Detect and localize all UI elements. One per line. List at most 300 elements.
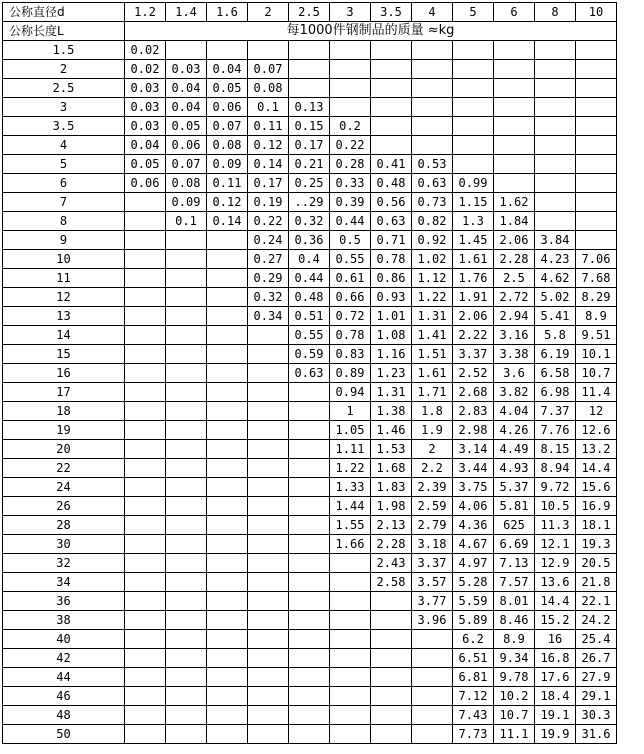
mass-cell: 5.8 — [535, 326, 576, 345]
mass-cell: 2.2 — [412, 459, 453, 478]
length-cell: 28 — [3, 516, 125, 535]
mass-cell: 1.8 — [412, 402, 453, 421]
table-row — [3, 535, 617, 554]
mass-cell — [207, 326, 248, 345]
mass-cell: 2.58 — [371, 573, 412, 592]
mass-cell — [289, 421, 330, 440]
mass-cell — [289, 668, 330, 687]
mass-cell — [248, 687, 289, 706]
mass-cell — [125, 649, 166, 668]
length-cell: 14 — [3, 326, 125, 345]
table-row — [3, 706, 617, 725]
mass-cell — [207, 383, 248, 402]
mass-cell: 11.1 — [494, 725, 535, 744]
mass-cell — [166, 364, 207, 383]
mass-cell: 0.55 — [289, 326, 330, 345]
mass-cell: 625 — [494, 516, 535, 535]
mass-cell: 1.9 — [412, 421, 453, 440]
mass-cell — [125, 345, 166, 364]
mass-cell: 6.81 — [453, 668, 494, 687]
table-row — [3, 440, 617, 459]
mass-cell: 0.48 — [289, 288, 330, 307]
mass-cell: 5.41 — [535, 307, 576, 326]
mass-cell — [289, 440, 330, 459]
mass-cell — [207, 307, 248, 326]
mass-cell: 5.28 — [453, 573, 494, 592]
mass-cell: 4.26 — [494, 421, 535, 440]
mass-cell — [330, 649, 371, 668]
mass-cell — [248, 402, 289, 421]
mass-cell: 21.8 — [576, 573, 617, 592]
table-row — [3, 459, 617, 478]
table-row — [3, 326, 617, 345]
mass-cell — [535, 60, 576, 79]
length-cell: 13 — [3, 307, 125, 326]
mass-cell: 2.06 — [453, 307, 494, 326]
mass-cell — [494, 136, 535, 155]
mass-cell — [576, 136, 617, 155]
mass-cell: 14.4 — [535, 592, 576, 611]
mass-cell: 0.03 — [166, 60, 207, 79]
mass-cell: 0.4 — [289, 250, 330, 269]
mass-cell: 3.44 — [453, 459, 494, 478]
mass-cell — [494, 79, 535, 98]
mass-cell: 3.37 — [412, 554, 453, 573]
length-cell: 18 — [3, 402, 125, 421]
table-row — [3, 364, 617, 383]
mass-cell: 7.73 — [453, 725, 494, 744]
mass-cell: 2.98 — [453, 421, 494, 440]
mass-cell: 14.4 — [576, 459, 617, 478]
mass-cell — [125, 668, 166, 687]
table-row — [3, 60, 617, 79]
mass-cell — [535, 98, 576, 117]
diameter-header-cell: 5 — [453, 3, 494, 22]
mass-cell: 0.02 — [125, 60, 166, 79]
mass-cell: 1.44 — [330, 497, 371, 516]
mass-cell — [330, 79, 371, 98]
mass-cell — [166, 421, 207, 440]
mass-cell: 1.71 — [412, 383, 453, 402]
diameter-header-cell: 4 — [412, 3, 453, 22]
mass-cell: 5.59 — [453, 592, 494, 611]
mass-cell: 7.57 — [494, 573, 535, 592]
mass-cell: 26.7 — [576, 649, 617, 668]
mass-cell: 0.55 — [330, 250, 371, 269]
mass-cell: 2.13 — [371, 516, 412, 535]
table-row — [3, 421, 617, 440]
mass-cell: 3.75 — [453, 478, 494, 497]
mass-cell: 1.53 — [371, 440, 412, 459]
diameter-header-cell: 3.5 — [371, 3, 412, 22]
mass-cell: 0.07 — [166, 155, 207, 174]
mass-cell: 0.04 — [166, 98, 207, 117]
table-row — [3, 250, 617, 269]
mass-cell — [371, 725, 412, 744]
mass-cell — [125, 269, 166, 288]
length-cell: 3 — [3, 98, 125, 117]
mass-cell — [125, 212, 166, 231]
length-cell: 10 — [3, 250, 125, 269]
mass-cell — [412, 725, 453, 744]
mass-cell: 19.3 — [576, 535, 617, 554]
mass-cell — [166, 326, 207, 345]
mass-cell — [166, 383, 207, 402]
mass-cell — [248, 630, 289, 649]
mass-cell — [207, 649, 248, 668]
mass-cell — [535, 136, 576, 155]
mass-cell: 6.51 — [453, 649, 494, 668]
mass-cell — [207, 250, 248, 269]
mass-cell — [576, 117, 617, 136]
mass-cell — [125, 573, 166, 592]
length-cell: 46 — [3, 687, 125, 706]
mass-cell: 0.89 — [330, 364, 371, 383]
mass-cell: 24.2 — [576, 611, 617, 630]
diameter-header-cell: 1.2 — [125, 3, 166, 22]
length-cell: 4 — [3, 136, 125, 155]
mass-cell: 20.5 — [576, 554, 617, 573]
mass-cell — [494, 41, 535, 60]
mass-cell: 0.83 — [330, 345, 371, 364]
length-label: 公称长度L — [3, 22, 125, 41]
mass-cell — [412, 668, 453, 687]
table-body — [3, 41, 617, 744]
mass-cell: 0.17 — [289, 136, 330, 155]
mass-cell: 0.66 — [330, 288, 371, 307]
mass-cell: 7.37 — [535, 402, 576, 421]
mass-cell: 0.07 — [207, 117, 248, 136]
mass-cell: 0.78 — [330, 326, 371, 345]
mass-cell: 0.63 — [412, 174, 453, 193]
mass-cell — [207, 364, 248, 383]
mass-cell — [166, 611, 207, 630]
mass-cell: 0.32 — [289, 212, 330, 231]
mass-cell — [166, 478, 207, 497]
mass-cell: 1.41 — [412, 326, 453, 345]
length-cell: 24 — [3, 478, 125, 497]
mass-cell: 1.84 — [494, 212, 535, 231]
mass-cell: 9.72 — [535, 478, 576, 497]
mass-cell: 8.01 — [494, 592, 535, 611]
mass-cell: 0.07 — [248, 60, 289, 79]
mass-cell: 0.06 — [207, 98, 248, 117]
mass-cell: 1.3 — [453, 212, 494, 231]
diameter-header-cell: 8 — [535, 3, 576, 22]
mass-cell — [125, 440, 166, 459]
mass-cell — [207, 630, 248, 649]
mass-cell: 1.31 — [412, 307, 453, 326]
length-cell: 2 — [3, 60, 125, 79]
mass-cell — [125, 231, 166, 250]
mass-cell — [125, 630, 166, 649]
mass-cell: 2.68 — [453, 383, 494, 402]
table-row — [3, 288, 617, 307]
mass-cell — [125, 364, 166, 383]
table-row — [3, 554, 617, 573]
mass-cell: 12.1 — [535, 535, 576, 554]
mass-cell — [125, 497, 166, 516]
mass-cell — [330, 725, 371, 744]
mass-cell: 2.39 — [412, 478, 453, 497]
mass-cell: 3.6 — [494, 364, 535, 383]
mass-cell — [125, 478, 166, 497]
mass-cell — [166, 497, 207, 516]
table-row — [3, 345, 617, 364]
mass-cell: 0.94 — [330, 383, 371, 402]
length-cell: 9 — [3, 231, 125, 250]
mass-cell: 0.06 — [166, 136, 207, 155]
mass-cell: 5.37 — [494, 478, 535, 497]
mass-cell — [412, 706, 453, 725]
mass-cell — [330, 573, 371, 592]
table-row — [3, 630, 617, 649]
mass-cell: 0.5 — [330, 231, 371, 250]
mass-cell — [248, 497, 289, 516]
mass-cell — [289, 554, 330, 573]
mass-cell: 12 — [576, 402, 617, 421]
table-row — [3, 573, 617, 592]
length-cell: 16 — [3, 364, 125, 383]
diameter-header-cell: 2.5 — [289, 3, 330, 22]
diameter-header-cell: 6 — [494, 3, 535, 22]
length-cell: 1.5 — [3, 41, 125, 60]
mass-cell — [248, 326, 289, 345]
length-cell: 7 — [3, 193, 125, 212]
mass-cell — [248, 345, 289, 364]
mass-cell: 0.11 — [207, 174, 248, 193]
mass-cell — [207, 459, 248, 478]
mass-cell — [125, 459, 166, 478]
mass-cell: 2.28 — [494, 250, 535, 269]
table-row — [3, 687, 617, 706]
length-cell: 11 — [3, 269, 125, 288]
mass-cell — [576, 41, 617, 60]
mass-cell — [576, 79, 617, 98]
mass-cell — [207, 231, 248, 250]
mass-cell: 1.31 — [371, 383, 412, 402]
mass-cell — [125, 402, 166, 421]
mass-cell — [166, 402, 207, 421]
table-row — [3, 497, 617, 516]
mass-cell — [207, 573, 248, 592]
mass-cell: 0.2 — [330, 117, 371, 136]
mass-cell — [371, 79, 412, 98]
mass-cell: 2.59 — [412, 497, 453, 516]
mass-cell: 0.25 — [289, 174, 330, 193]
mass-cell: 0.61 — [330, 269, 371, 288]
mass-cell — [248, 516, 289, 535]
mass-cell — [289, 573, 330, 592]
mass-cell: 3.77 — [412, 592, 453, 611]
mass-cell: 3.37 — [453, 345, 494, 364]
mass-cell: 1.16 — [371, 345, 412, 364]
mass-cell: 7.06 — [576, 250, 617, 269]
mass-cell — [125, 535, 166, 554]
mass-cell — [248, 554, 289, 573]
mass-cell — [535, 193, 576, 212]
mass-cell — [330, 611, 371, 630]
mass-cell — [248, 573, 289, 592]
table-row — [3, 383, 617, 402]
mass-cell: 19.1 — [535, 706, 576, 725]
mass-cell — [248, 364, 289, 383]
mass-cell — [207, 269, 248, 288]
mass-cell — [248, 649, 289, 668]
mass-cell: 0.27 — [248, 250, 289, 269]
mass-cell — [330, 554, 371, 573]
mass-cell: 3.38 — [494, 345, 535, 364]
mass-cell — [166, 725, 207, 744]
mass-cell: 0.82 — [412, 212, 453, 231]
length-cell: 3.5 — [3, 117, 125, 136]
mass-cell: 0.92 — [412, 231, 453, 250]
mass-cell: 17.6 — [535, 668, 576, 687]
mass-cell — [535, 155, 576, 174]
mass-cell: 0.14 — [248, 155, 289, 174]
mass-cell: 11.4 — [576, 383, 617, 402]
mass-cell: 0.33 — [330, 174, 371, 193]
mass-cell — [207, 345, 248, 364]
mass-cell — [330, 41, 371, 60]
mass-cell — [494, 155, 535, 174]
length-cell: 50 — [3, 725, 125, 744]
length-cell: 15 — [3, 345, 125, 364]
mass-cell: 1.66 — [330, 535, 371, 554]
mass-cell: 3.57 — [412, 573, 453, 592]
table-row — [3, 231, 617, 250]
length-cell: 40 — [3, 630, 125, 649]
length-cell: 38 — [3, 611, 125, 630]
mass-cell: 1.91 — [453, 288, 494, 307]
mass-cell: 0.56 — [371, 193, 412, 212]
mass-cell: 4.06 — [453, 497, 494, 516]
length-cell: 2.5 — [3, 79, 125, 98]
diameter-label: 公称直径d — [3, 3, 125, 22]
mass-cell — [289, 478, 330, 497]
mass-cell: 0.1 — [166, 212, 207, 231]
length-cell: 36 — [3, 592, 125, 611]
mass-cell — [453, 117, 494, 136]
mass-cell — [371, 611, 412, 630]
mass-cell — [166, 554, 207, 573]
mass-cell — [412, 60, 453, 79]
mass-cell — [371, 668, 412, 687]
mass-cell: 8.94 — [535, 459, 576, 478]
mass-cell: 6.69 — [494, 535, 535, 554]
mass-cell: 1.08 — [371, 326, 412, 345]
mass-cell — [125, 516, 166, 535]
mass-cell: 0.48 — [371, 174, 412, 193]
table-row — [3, 668, 617, 687]
mass-cell: 3.82 — [494, 383, 535, 402]
mass-cell: 0.12 — [207, 193, 248, 212]
mass-cell — [453, 155, 494, 174]
mass-cell — [412, 687, 453, 706]
mass-cell — [248, 459, 289, 478]
mass-cell: 1.23 — [371, 364, 412, 383]
mass-cell: 25.4 — [576, 630, 617, 649]
mass-cell: 5.81 — [494, 497, 535, 516]
mass-cell — [207, 725, 248, 744]
mass-cell — [412, 649, 453, 668]
mass-cell: 30.3 — [576, 706, 617, 725]
mass-cell: 0.05 — [166, 117, 207, 136]
mass-cell: 1.45 — [453, 231, 494, 250]
mass-cell: 1.38 — [371, 402, 412, 421]
mass-cell — [371, 649, 412, 668]
mass-cell — [166, 573, 207, 592]
mass-cell — [453, 60, 494, 79]
length-cell: 22 — [3, 459, 125, 478]
mass-cell: 0.34 — [248, 307, 289, 326]
mass-cell — [166, 288, 207, 307]
mass-cell — [535, 212, 576, 231]
mass-cell — [330, 60, 371, 79]
mass-cell: 29.1 — [576, 687, 617, 706]
mass-cell: 0.44 — [330, 212, 371, 231]
mass-cell — [535, 117, 576, 136]
mass-cell — [166, 535, 207, 554]
mass-cell — [453, 136, 494, 155]
mass-cell: 0.05 — [207, 79, 248, 98]
mass-cell — [289, 402, 330, 421]
mass-cell: 1.22 — [330, 459, 371, 478]
mass-cell: 6.2 — [453, 630, 494, 649]
mass-cell: 4.93 — [494, 459, 535, 478]
mass-cell: 2.28 — [371, 535, 412, 554]
mass-cell: 0.08 — [248, 79, 289, 98]
mass-cell — [166, 459, 207, 478]
mass-cell: ..29 — [289, 193, 330, 212]
mass-cell: 11.3 — [535, 516, 576, 535]
mass-cell: 0.1 — [248, 98, 289, 117]
mass-cell: 1.46 — [371, 421, 412, 440]
mass-cell: 0.05 — [125, 155, 166, 174]
mass-cell: 0.63 — [289, 364, 330, 383]
mass-cell: 8.46 — [494, 611, 535, 630]
mass-cell: 2.52 — [453, 364, 494, 383]
mass-cell: 7.13 — [494, 554, 535, 573]
mass-cell: 0.93 — [371, 288, 412, 307]
mass-cell — [494, 174, 535, 193]
mass-cell — [166, 516, 207, 535]
mass-cell — [248, 41, 289, 60]
mass-cell: 0.36 — [289, 231, 330, 250]
mass-cell: 0.14 — [207, 212, 248, 231]
mass-cell: 0.59 — [289, 345, 330, 364]
mass-cell: 0.06 — [125, 174, 166, 193]
mass-cell: 0.39 — [330, 193, 371, 212]
table-row — [3, 117, 617, 136]
mass-cell — [412, 79, 453, 98]
length-cell: 5 — [3, 155, 125, 174]
length-header-row — [3, 22, 617, 41]
mass-cell: 13.2 — [576, 440, 617, 459]
mass-cell — [248, 440, 289, 459]
mass-cell: 0.08 — [166, 174, 207, 193]
length-cell: 32 — [3, 554, 125, 573]
mass-cell: 12.9 — [535, 554, 576, 573]
mass-cell: 0.03 — [125, 117, 166, 136]
mass-cell — [330, 668, 371, 687]
mass-cell: 0.86 — [371, 269, 412, 288]
mass-cell — [125, 687, 166, 706]
table-row — [3, 174, 617, 193]
mass-cell — [166, 231, 207, 250]
mass-cell: 1.62 — [494, 193, 535, 212]
mass-cell: 0.22 — [248, 212, 289, 231]
